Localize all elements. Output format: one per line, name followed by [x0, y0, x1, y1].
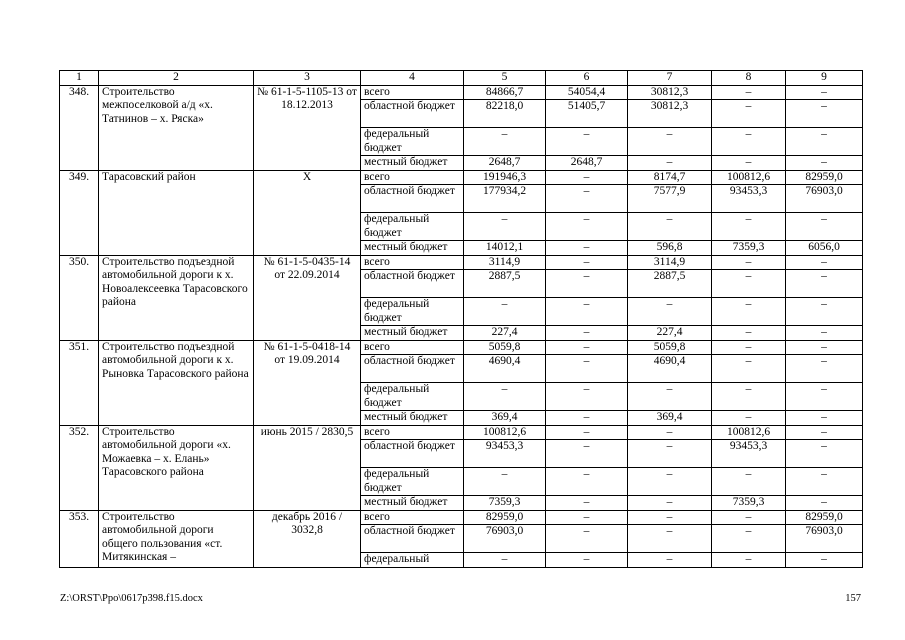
value-cell: – [546, 241, 628, 256]
budget-label: местный бюджет [361, 411, 464, 426]
value-cell: 30812,3 [628, 100, 712, 128]
column-header: 8 [712, 71, 786, 86]
budget-label: федеральный бюджет [361, 128, 464, 156]
budget-label: всего [361, 170, 464, 185]
value-cell: 93453,3 [712, 440, 786, 468]
value-cell: – [712, 340, 786, 355]
value-cell: – [786, 270, 863, 298]
value-cell: 5059,8 [628, 340, 712, 355]
value-cell: – [786, 326, 863, 341]
value-cell: 596,8 [628, 241, 712, 256]
document-ref: декабрь 2016 / 3032,8 [254, 510, 361, 567]
value-cell: – [546, 496, 628, 511]
value-cell: – [712, 213, 786, 241]
value-cell: – [464, 213, 546, 241]
budget-label: федеральный бюджет [361, 298, 464, 326]
row-number: 351. [60, 340, 99, 425]
value-cell: – [546, 425, 628, 440]
value-cell: – [786, 100, 863, 128]
budget-label: областной бюджет [361, 185, 464, 213]
value-cell: 76903,0 [786, 185, 863, 213]
budget-label: областной бюджет [361, 440, 464, 468]
value-cell: 93453,3 [464, 440, 546, 468]
value-cell: – [546, 525, 628, 553]
value-cell: – [712, 298, 786, 326]
value-cell: – [786, 411, 863, 426]
value-cell: 84866,7 [464, 85, 546, 100]
budget-label: федеральный бюджет [361, 468, 464, 496]
table-row [60, 170, 863, 185]
value-cell: – [464, 383, 546, 411]
value-cell: – [712, 270, 786, 298]
value-cell: 76903,0 [786, 525, 863, 553]
row-number: 350. [60, 255, 99, 340]
value-cell: – [464, 553, 546, 568]
value-cell: – [712, 468, 786, 496]
column-header: 5 [464, 71, 546, 86]
value-cell: – [546, 468, 628, 496]
value-cell: – [786, 128, 863, 156]
value-cell: – [712, 383, 786, 411]
document-ref: Х [254, 170, 361, 255]
value-cell: 14012,1 [464, 241, 546, 256]
value-cell: 227,4 [464, 326, 546, 341]
budget-label: всего [361, 510, 464, 525]
column-header: 6 [546, 71, 628, 86]
value-cell: 100812,6 [712, 170, 786, 185]
value-cell: – [628, 156, 712, 171]
value-cell: – [628, 298, 712, 326]
budget-label: всего [361, 425, 464, 440]
budget-label: областной бюджет [361, 100, 464, 128]
value-cell: – [712, 553, 786, 568]
document-ref: № 61-1-5-0435-14 от 22.09.2014 [254, 255, 361, 340]
value-cell: – [712, 156, 786, 171]
budget-label: местный бюджет [361, 241, 464, 256]
row-number: 353. [60, 510, 99, 567]
object-name: Строительство подъездной автомобильной дороги к х. Рыновка Тарасовского района [99, 340, 254, 425]
value-cell: – [786, 85, 863, 100]
value-cell: – [464, 128, 546, 156]
value-cell: 6056,0 [786, 241, 863, 256]
budget-label: областной бюджет [361, 355, 464, 383]
budget-label: федеральный бюджет [361, 383, 464, 411]
value-cell: – [786, 156, 863, 171]
value-cell: – [786, 213, 863, 241]
table-row [60, 255, 863, 270]
value-cell: 3114,9 [464, 255, 546, 270]
budget-label: областной бюджет [361, 525, 464, 553]
value-cell: – [546, 553, 628, 568]
column-header: 4 [361, 71, 464, 86]
value-cell: – [546, 185, 628, 213]
value-cell: – [628, 553, 712, 568]
budget-label: местный бюджет [361, 496, 464, 511]
value-cell: 7577,9 [628, 185, 712, 213]
document-ref: июнь 2015 / 2830,5 [254, 425, 361, 510]
value-cell: – [712, 411, 786, 426]
budget-label: всего [361, 340, 464, 355]
value-cell: – [546, 270, 628, 298]
value-cell: – [712, 100, 786, 128]
value-cell: 7359,3 [712, 496, 786, 511]
value-cell: – [546, 255, 628, 270]
value-cell: – [546, 128, 628, 156]
value-cell: 369,4 [628, 411, 712, 426]
value-cell: 30812,3 [628, 85, 712, 100]
value-cell: 7359,3 [712, 241, 786, 256]
value-cell: – [628, 383, 712, 411]
value-cell: 4690,4 [628, 355, 712, 383]
value-cell: – [546, 326, 628, 341]
value-cell: 4690,4 [464, 355, 546, 383]
value-cell: 82218,0 [464, 100, 546, 128]
value-cell: – [786, 425, 863, 440]
value-cell: – [546, 213, 628, 241]
value-cell: – [712, 255, 786, 270]
value-cell: – [712, 355, 786, 383]
table-row [60, 510, 863, 525]
value-cell: 82959,0 [464, 510, 546, 525]
value-cell: 76903,0 [464, 525, 546, 553]
budget-label: федеральный бюджет [361, 213, 464, 241]
budget-label: федеральный [361, 553, 464, 568]
value-cell: – [546, 298, 628, 326]
footer-file-path: Z:\ORST\Ppo\0617p398.f15.docx [60, 593, 203, 604]
value-cell: – [786, 383, 863, 411]
object-name: Строительство автомобильной дороги «х. Можаевка – х. Елань» Тарасовского района [99, 425, 254, 510]
value-cell: 227,4 [628, 326, 712, 341]
value-cell: – [786, 553, 863, 568]
value-cell: 7359,3 [464, 496, 546, 511]
value-cell: 100812,6 [464, 425, 546, 440]
value-cell: – [786, 340, 863, 355]
value-cell: – [546, 411, 628, 426]
value-cell: – [628, 510, 712, 525]
value-cell: – [628, 213, 712, 241]
value-cell: – [464, 468, 546, 496]
value-cell: – [712, 128, 786, 156]
budget-label: всего [361, 255, 464, 270]
object-name: Строительство подъездной автомобильной дороги к х. Новоалексеевка Тарасовского района [99, 255, 254, 340]
value-cell: 8174,7 [628, 170, 712, 185]
value-cell: 93453,3 [712, 185, 786, 213]
value-cell: – [546, 510, 628, 525]
value-cell: – [628, 496, 712, 511]
object-name: Строительство автомобильной дороги общего пользования «ст. Митякинская – [99, 510, 254, 567]
value-cell: – [546, 440, 628, 468]
value-cell: – [628, 440, 712, 468]
budget-label: местный бюджет [361, 326, 464, 341]
budget-label: областной бюджет [361, 270, 464, 298]
budget-label: всего [361, 85, 464, 100]
budget-table [59, 70, 863, 568]
value-cell: – [546, 383, 628, 411]
value-cell: 82959,0 [786, 510, 863, 525]
table-row [60, 340, 863, 355]
value-cell: 2648,7 [546, 156, 628, 171]
value-cell: 5059,8 [464, 340, 546, 355]
column-header: 9 [786, 71, 863, 86]
row-number: 348. [60, 85, 99, 170]
value-cell: 191946,3 [464, 170, 546, 185]
value-cell: – [712, 326, 786, 341]
value-cell: – [628, 525, 712, 553]
value-cell: 3114,9 [628, 255, 712, 270]
value-cell: – [546, 170, 628, 185]
column-header: 3 [254, 71, 361, 86]
column-header: 7 [628, 71, 712, 86]
value-cell: 2887,5 [464, 270, 546, 298]
column-header: 2 [99, 71, 254, 86]
column-header: 1 [60, 71, 99, 86]
value-cell: 100812,6 [712, 425, 786, 440]
value-cell: – [628, 468, 712, 496]
budget-label: местный бюджет [361, 156, 464, 171]
value-cell: – [712, 85, 786, 100]
value-cell: – [546, 355, 628, 383]
value-cell: – [464, 298, 546, 326]
value-cell: 2887,5 [628, 270, 712, 298]
object-name: Тарасовский район [99, 170, 254, 255]
table-row [60, 85, 863, 100]
page-number: 157 [845, 593, 861, 604]
value-cell: – [786, 355, 863, 383]
document-ref: № 61-1-5-1105-13 от 18.12.2013 [254, 85, 361, 170]
value-cell: – [786, 496, 863, 511]
row-number: 352. [60, 425, 99, 510]
row-number: 349. [60, 170, 99, 255]
value-cell: – [628, 128, 712, 156]
value-cell: 82959,0 [786, 170, 863, 185]
value-cell: 54054,4 [546, 85, 628, 100]
header-row [60, 71, 863, 86]
value-cell: – [786, 298, 863, 326]
value-cell: – [628, 425, 712, 440]
value-cell: – [546, 340, 628, 355]
value-cell: – [712, 510, 786, 525]
document-ref: № 61-1-5-0418-14 от 19.09.2014 [254, 340, 361, 425]
table-body [60, 85, 863, 567]
value-cell: – [786, 255, 863, 270]
value-cell: – [786, 468, 863, 496]
value-cell: – [712, 525, 786, 553]
table-row [60, 425, 863, 440]
value-cell: 51405,7 [546, 100, 628, 128]
value-cell: – [786, 440, 863, 468]
value-cell: 369,4 [464, 411, 546, 426]
object-name: Строительство межпоселковой а/д «х. Татнинов – х. Ряска» [99, 85, 254, 170]
value-cell: 177934,2 [464, 185, 546, 213]
value-cell: 2648,7 [464, 156, 546, 171]
